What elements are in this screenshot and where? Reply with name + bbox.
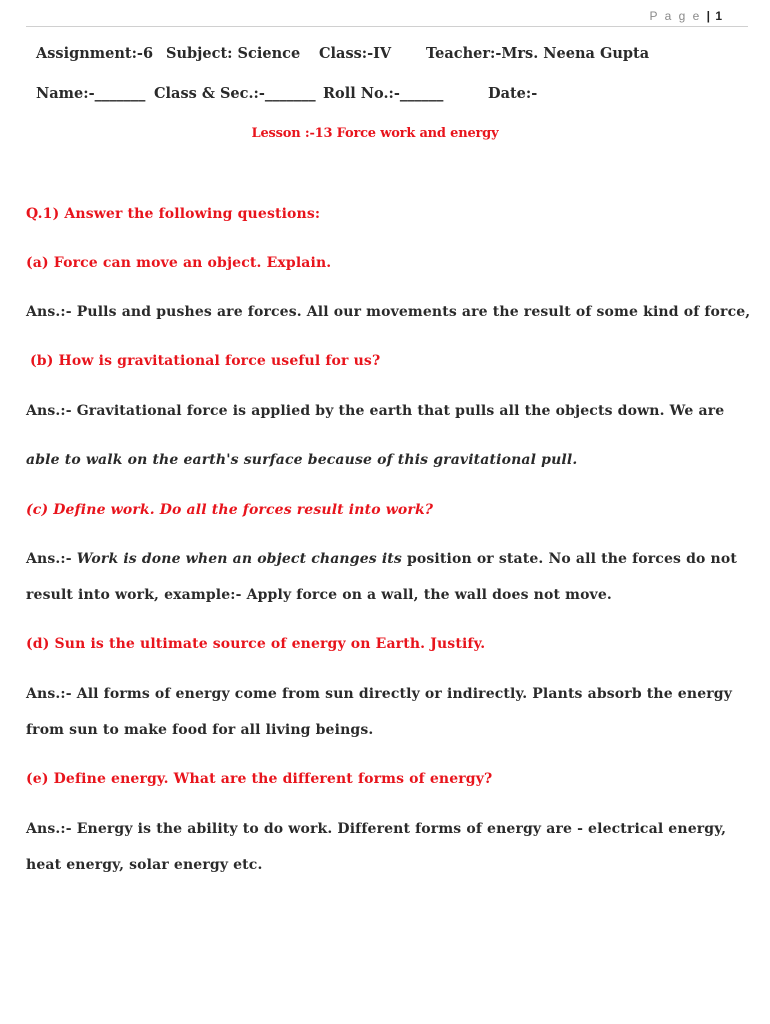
question-b: (b) How is gravitational force useful for us? <box>30 353 381 369</box>
subject-label: Subject: Science <box>166 45 301 62</box>
page-number-header <box>649 9 722 23</box>
answer-d-line-1: Ans.:- All forms of energy come from sun directly or indirectly. Plants absorb the energy <box>26 686 733 702</box>
answer-c-rest: position or state. No all the forces do not <box>401 551 737 567</box>
question-a: (a) Force can move an object. Explain. <box>26 255 332 271</box>
answer-b-line-2: able to walk on the earth's surface because of this gravitational pull. <box>26 452 578 468</box>
question-d: (d) Sun is the ultimate source of energy on Earth. Justify. <box>26 636 486 652</box>
page-label: P a g e <box>649 9 702 23</box>
q1-heading: Q.1) Answer the following questions: <box>26 206 321 222</box>
answer-c-italic: Work is done when an object changes its <box>76 551 402 567</box>
answer-d-line-2: from sun to make food for all living beings. <box>26 722 374 738</box>
answer-a: Ans.:- Pulls and pushes are forces. All our movements are the result of some kind of force, <box>26 304 751 320</box>
question-e: (e) Define energy. What are the different forms of energy? <box>26 771 493 787</box>
teacher-label: Teacher:-Mrs. Neena Gupta <box>426 45 650 62</box>
class-sec-field: Class & Sec.:-_______ <box>154 85 316 102</box>
answer-b-line-1: Ans.:- Gravitational force is applied by the earth that pulls all the objects down. We are <box>26 403 725 419</box>
answer-e-line-2: heat energy, solar energy etc. <box>26 857 263 873</box>
date-field: Date:- <box>488 85 538 102</box>
page-number: 1 <box>715 9 722 23</box>
class-label: Class:-IV <box>319 45 392 62</box>
answer-c-prefix: Ans.:- <box>26 551 77 567</box>
question-c: (c) Define work. Do all the forces result into work? <box>26 502 434 518</box>
roll-no-field: Roll No.:-______ <box>323 85 444 102</box>
answer-c-line-2: result into work, example:- Apply force on a wall, the wall does not move. <box>26 587 612 603</box>
lesson-title: Lesson :-13 Force work and energy <box>251 126 499 141</box>
name-field: Name:-_______ <box>36 85 146 102</box>
answer-c-line-1 <box>26 551 737 567</box>
header-rule <box>26 26 748 27</box>
assignment-number: Assignment:-6 <box>36 45 154 62</box>
answer-e-line-1: Ans.:- Energy is the ability to do work. Different forms of energy are - electrical energy, <box>26 821 727 837</box>
page-separator: | <box>706 9 710 23</box>
